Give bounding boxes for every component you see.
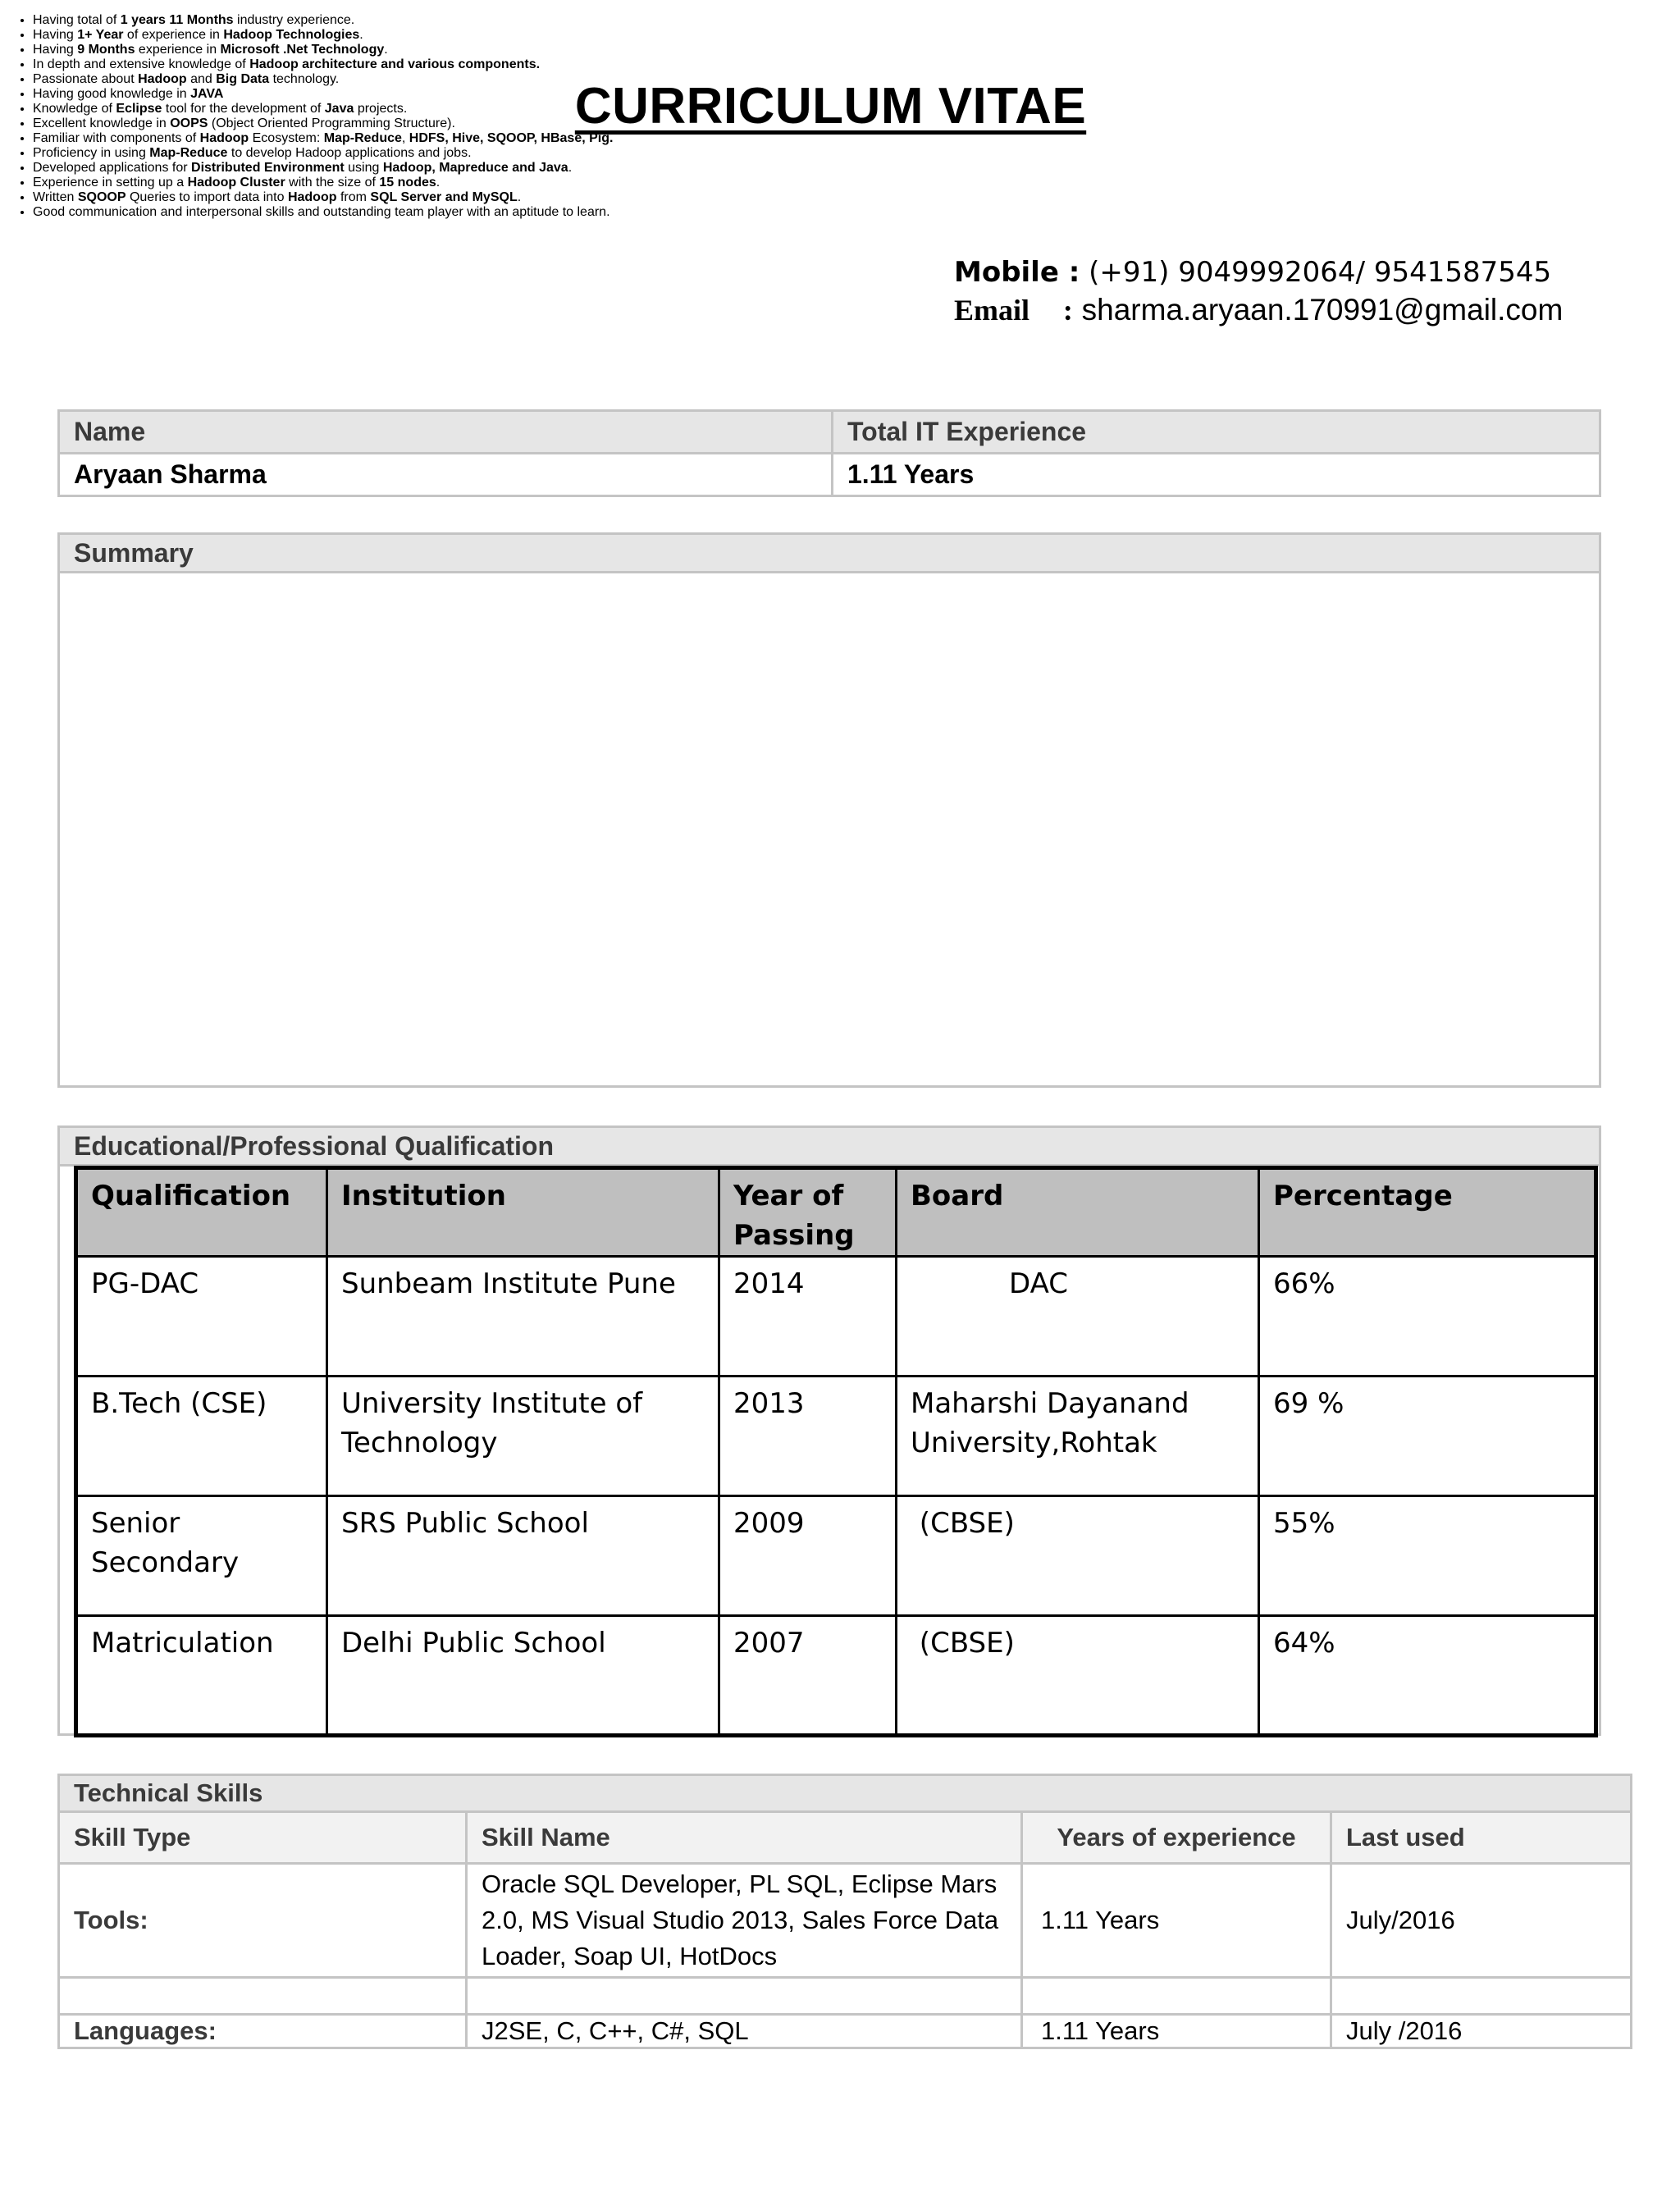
col-skill-name: Skill Name xyxy=(467,1812,1022,1864)
summary-text: Having total of xyxy=(33,13,121,27)
summary-text: (Object Oriented Programming Structure). xyxy=(208,116,455,130)
summary-text: , xyxy=(401,131,409,145)
skill-type-cell: Languages: xyxy=(59,2015,467,2048)
skill-name-cell xyxy=(467,1978,1022,2015)
summary-bold-text: Big Data xyxy=(216,72,270,86)
summary-item xyxy=(33,28,1680,43)
email-label: Email xyxy=(954,294,1030,326)
name-value: Aryaan Sharma xyxy=(59,454,833,496)
email-separator: : xyxy=(1062,294,1073,326)
summary-text: . xyxy=(436,176,441,189)
year-cell: 2009 xyxy=(719,1496,897,1616)
mobile-label: Mobile : xyxy=(954,256,1080,289)
summary-text: Proficiency in using xyxy=(33,146,150,160)
col-board: Board xyxy=(897,1168,1259,1257)
qualification-cell: PG-DAC xyxy=(76,1257,327,1377)
summary-text: tool for the development of xyxy=(162,102,325,116)
summary-bold-text: 1 years 11 Months xyxy=(120,13,234,27)
col-qualification: Qualification xyxy=(76,1168,327,1257)
table-row xyxy=(76,1257,1596,1377)
skill-type-cell: Tools: xyxy=(59,1864,467,1978)
summary-bold-text: Java xyxy=(324,102,354,116)
summary-bold-text: 1+ Year xyxy=(77,28,124,42)
summary-item xyxy=(33,146,1680,161)
summary-bold-text: Eclipse xyxy=(116,102,162,116)
summary-text: to develop Hadoop applications and jobs. xyxy=(227,146,472,160)
summary-bold-text: SQOOP xyxy=(77,190,126,204)
last-used-cell: July/2016 xyxy=(1331,1864,1632,1978)
col-years-experience: Years of experience xyxy=(1022,1812,1331,1864)
experience-label: Total IT Experience xyxy=(833,411,1600,454)
summary-section xyxy=(57,532,1601,1088)
summary-text: Having xyxy=(33,43,78,57)
summary-text: In depth and extensive knowledge of xyxy=(33,57,250,71)
table-row xyxy=(76,1496,1596,1616)
summary-bold-text: 15 nodes xyxy=(379,176,436,189)
summary-text: Ecosystem: xyxy=(249,131,324,145)
table-row xyxy=(59,2015,1632,2048)
summary-item xyxy=(33,205,1680,220)
summary-bold-text: Hadoop xyxy=(199,131,249,145)
education-heading: Educational/Professional Qualification xyxy=(60,1128,1599,1167)
summary-text: Familiar with components of xyxy=(33,131,200,145)
summary-item xyxy=(33,161,1680,176)
institution-cell: Delhi Public School xyxy=(327,1616,719,1736)
summary-bold-text: 9 Months xyxy=(77,43,135,57)
technical-skills-table xyxy=(57,1774,1632,2049)
mobile-line xyxy=(954,256,1551,289)
summary-text: . xyxy=(568,161,573,175)
institution-cell: SRS Public School xyxy=(327,1496,719,1616)
summary-text: projects. xyxy=(354,102,408,116)
summary-item xyxy=(33,57,1680,72)
qualification-cell: B.Tech (CSE) xyxy=(76,1377,327,1496)
summary-bold-text: HDFS, Hive, SQOOP, HBase, Pig. xyxy=(409,131,614,145)
percentage-cell: 55% xyxy=(1259,1496,1596,1616)
summary-text: Passionate about xyxy=(33,72,139,86)
institution-cell: Sunbeam Institute Pune xyxy=(327,1257,719,1377)
table-row xyxy=(59,1978,1632,2015)
summary-bold-text: Distributed Environment xyxy=(191,161,345,175)
percentage-cell: 69 % xyxy=(1259,1377,1596,1496)
skill-type-cell xyxy=(59,1978,467,2015)
mobile-value: (+91) 9049992064/ 9541587545 xyxy=(1089,256,1552,289)
year-cell: 2014 xyxy=(719,1257,897,1377)
cv-title: CURRICULUM VITAE xyxy=(574,78,1087,135)
summary-heading: Summary xyxy=(60,535,1599,573)
summary-item xyxy=(33,176,1680,190)
summary-bold-text: Hadoop, Mapreduce and Java xyxy=(382,161,568,175)
years-cell: 1.11 Years xyxy=(1022,1864,1331,1978)
email-value: sharma.aryaan.170991@gmail.com xyxy=(1081,293,1564,326)
summary-bold-text: Hadoop xyxy=(138,72,187,86)
col-institution: Institution xyxy=(327,1168,719,1257)
last-used-cell xyxy=(1331,1978,1632,2015)
technical-heading: Technical Skills xyxy=(59,1775,1632,1812)
percentage-cell: 64% xyxy=(1259,1616,1596,1736)
summary-text: experience in xyxy=(135,43,221,57)
summary-bold-text: SQL Server and MySQL xyxy=(370,190,518,204)
qualification-cell: Matriculation xyxy=(76,1616,327,1736)
summary-item xyxy=(33,13,1680,28)
table-row xyxy=(59,1864,1632,1978)
year-cell: 2007 xyxy=(719,1616,897,1736)
summary-text: Queries to import data into xyxy=(126,190,288,204)
summary-bold-text: Hadoop xyxy=(287,190,337,204)
summary-text: . xyxy=(517,190,522,204)
col-year: Year of Passing xyxy=(719,1168,897,1257)
skill-name-cell: J2SE, C, C++, C#, SQL xyxy=(467,2015,1022,2048)
summary-item xyxy=(33,43,1680,57)
board-cell: DAC xyxy=(897,1257,1259,1377)
summary-bold-text: Hadoop Cluster xyxy=(187,176,285,189)
profile-table xyxy=(57,409,1601,497)
summary-text: Developed applications for xyxy=(33,161,192,175)
last-used-cell: July /2016 xyxy=(1331,2015,1632,2048)
education-table xyxy=(74,1166,1598,1737)
col-percentage: Percentage xyxy=(1259,1168,1596,1257)
summary-text: Knowledge of xyxy=(33,102,116,116)
summary-bold-text: OOPS xyxy=(170,116,208,130)
summary-bold-text: Map-Reduce xyxy=(323,131,402,145)
year-cell: 2013 xyxy=(719,1377,897,1496)
experience-value: 1.11 Years xyxy=(833,454,1600,496)
summary-item xyxy=(33,190,1680,205)
summary-text: of experience in xyxy=(123,28,224,42)
summary-text: industry experience. xyxy=(233,13,355,27)
email-line xyxy=(954,293,1563,327)
summary-text: Good communication and interpersonal skills and outstanding team player with an aptitude to learn. xyxy=(33,205,610,219)
summary-text: with the size of xyxy=(285,176,380,189)
col-skill-type: Skill Type xyxy=(59,1812,467,1864)
summary-text: using xyxy=(344,161,383,175)
summary-text: technology. xyxy=(269,72,340,86)
board-cell: Maharshi Dayanand University,Rohtak xyxy=(897,1377,1259,1496)
name-label: Name xyxy=(59,411,833,454)
summary-bold-text: Map-Reduce xyxy=(149,146,228,160)
skill-name-cell: Oracle SQL Developer, PL SQL, Eclipse Mars 2.0, MS Visual Studio 2013, Sales Force Data Loader, Soap UI, HotDocs xyxy=(467,1864,1022,1978)
table-row xyxy=(76,1616,1596,1736)
summary-text: Having xyxy=(33,28,78,42)
board-cell: (CBSE) xyxy=(897,1616,1259,1736)
summary-text: from xyxy=(336,190,371,204)
summary-bold-text: Hadoop Technologies xyxy=(223,28,360,42)
years-cell: 1.11 Years xyxy=(1022,2015,1331,2048)
qualification-cell: Senior Secondary xyxy=(76,1496,327,1616)
summary-text: Having good knowledge in xyxy=(33,87,191,101)
institution-cell: University Institute of Technology xyxy=(327,1377,719,1496)
col-last-used: Last used xyxy=(1331,1812,1632,1864)
board-cell: (CBSE) xyxy=(897,1496,1259,1616)
summary-text: . xyxy=(384,43,388,57)
percentage-cell: 66% xyxy=(1259,1257,1596,1377)
summary-bold-text: JAVA xyxy=(190,87,224,101)
summary-text: Experience in setting up a xyxy=(33,176,188,189)
summary-text: and xyxy=(186,72,217,86)
summary-bold-text: Hadoop architecture and various components. xyxy=(249,57,541,71)
summary-text: Excellent knowledge in xyxy=(33,116,171,130)
summary-text: Written xyxy=(33,190,78,204)
table-row xyxy=(76,1377,1596,1496)
summary-bold-text: Microsoft .Net Technology xyxy=(220,43,385,57)
years-cell xyxy=(1022,1978,1331,2015)
summary-text: . xyxy=(359,28,363,42)
